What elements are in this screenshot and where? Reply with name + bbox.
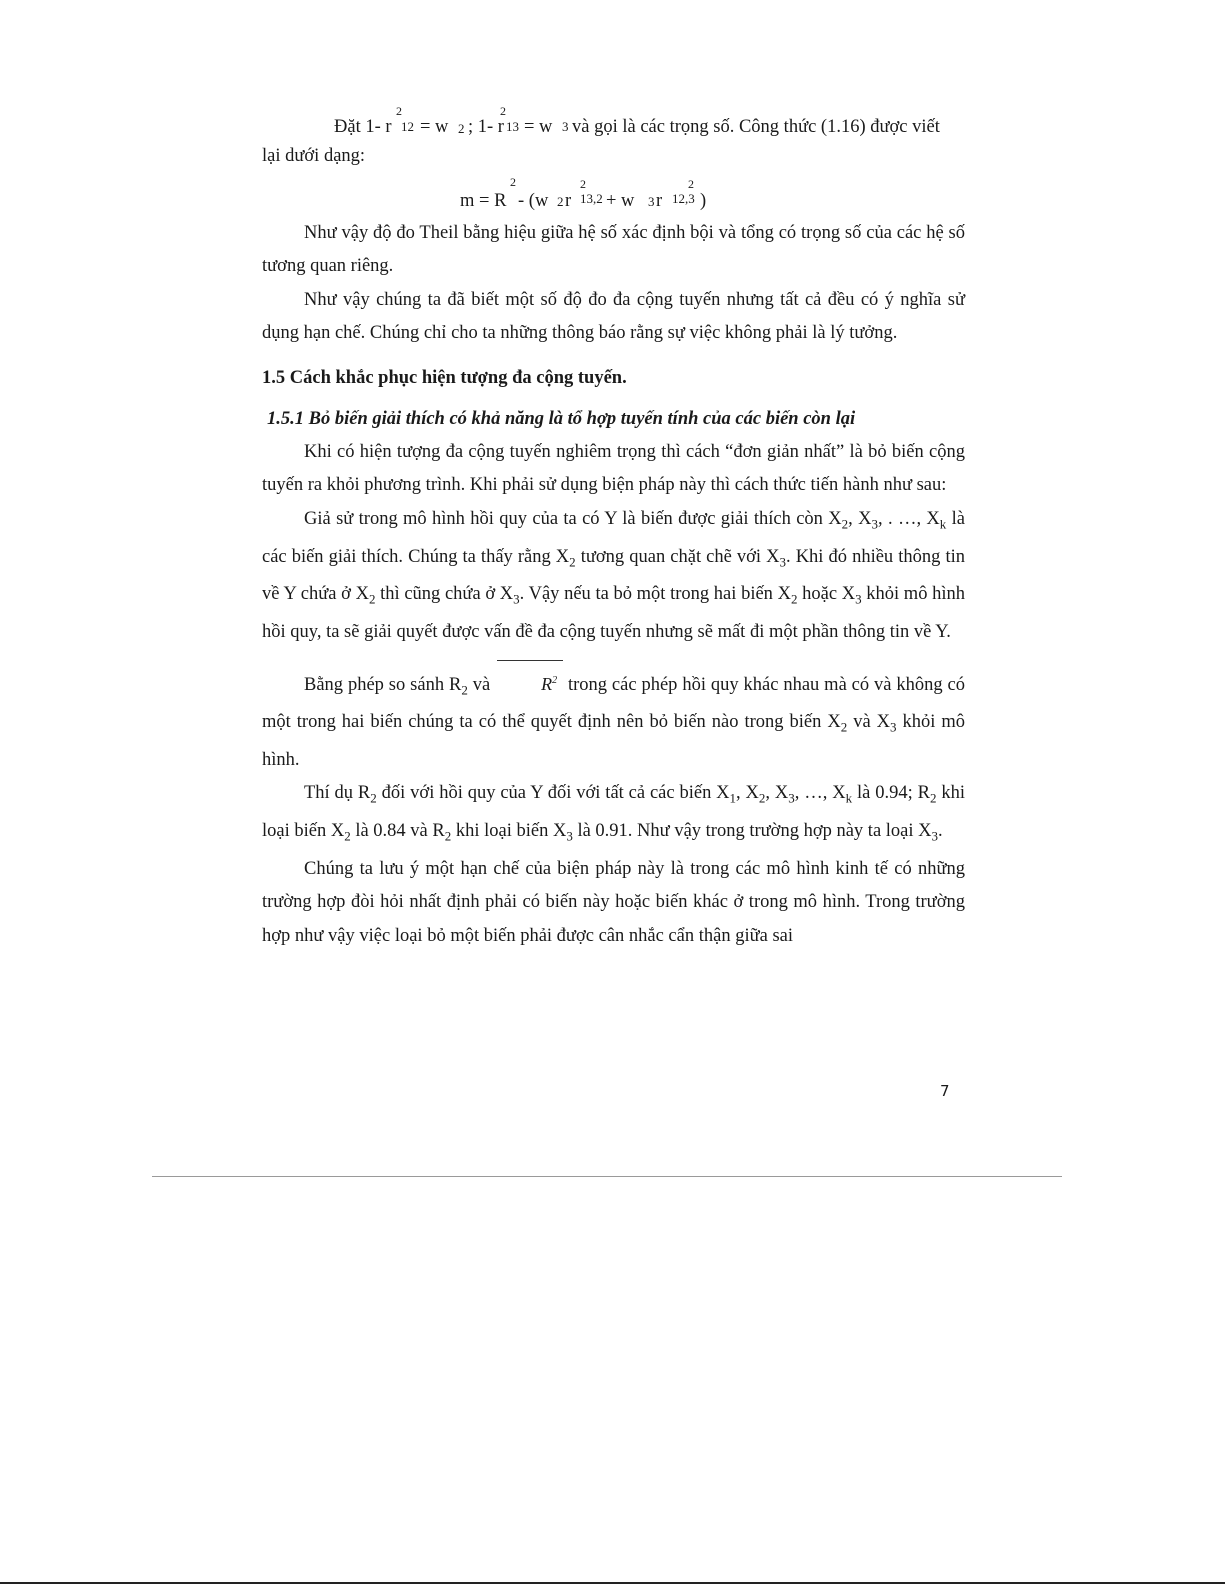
weights-text-a: Đặt 1- r <box>334 117 392 137</box>
subscript: 13 <box>506 119 519 134</box>
paragraph: lại dưới dạng: <box>262 146 366 166</box>
page-divider <box>152 1176 1062 1177</box>
subscript: 3 <box>648 194 655 210</box>
formula-lhs: m = R <box>460 191 507 212</box>
superscript: 2 <box>500 104 506 118</box>
formula-mid: - (w <box>518 191 549 212</box>
document-body <box>262 100 965 953</box>
paragraph: Khi có hiện tượng đa cộng tuyến nghiêm trọng thì cách “đơn giản nhất” là bỏ biến cộng tuyến ra khỏi phương trình. Khi phải sử dụng biện pháp này thì cách thức tiến hành như sau: <box>262 442 965 496</box>
paragraph: Như vậy độ đo Theil bằng hiệu giữa hệ số xác định bội và tổng có trọng số của các hệ số tương quan riêng. <box>262 223 965 277</box>
weights-text-g: = w <box>524 117 553 137</box>
superscript: 2 <box>396 104 402 118</box>
paragraph: Như vậy chúng ta đã biết một số độ đo đa cộng tuyến nhưng tất cả đều có ý nghĩa sử dụng hạn chế. Chúng chỉ cho ta những thông báo rằng sự việc không phải là lý tưởng. <box>262 289 965 343</box>
subscript: 12 <box>401 119 414 134</box>
section-heading: 1.5 Cách khắc phục hiện tượng đa cộng tuyến. <box>262 368 627 389</box>
formula-plus: + w <box>606 191 635 212</box>
formula-r2: r <box>656 191 663 212</box>
r-bar-squared: $R^2$ <box>499 664 557 701</box>
bottom-border <box>0 1582 1225 1584</box>
paragraph: Bằng phép so sánh $R_2$ và $R^2$ trong các phép hồi quy khác nhau mà có và không có một trong hai biến chúng ta có thể quyết định nên bỏ biến nào trong biến $X_2$ và $X_3$ khỏi mô hình. <box>262 664 965 778</box>
superscript: 2 <box>510 175 516 190</box>
theil-formula <box>262 173 965 217</box>
subsection-heading: 1.5.1 Bỏ biến giải thích có khả năng là tổ hợp tuyến tính của các biến còn lại <box>267 409 856 430</box>
subscript: 13,2 <box>580 191 603 207</box>
subscript: 2 <box>557 194 564 210</box>
subscript: 12,3 <box>672 191 695 207</box>
paragraph: Giả sử trong mô hình hồi quy của ta có Y là biến được giải thích còn $X_2$, $X_3$, . …, $X_k$ là các biến giải thích. Chúng ta thấy rằng $X_2$ tương quan chặt chẽ với $X_3$. Khi đó nhiều thông tin về Y chứa ở $X_2$ thì cũng chứa ở $X_3$. Vậy nếu ta bỏ một trong hai biến $X_2$ hoặc $X_3$ khỏi mô hình hồi quy, ta sẽ giải quyết được vấn đề đa cộng tuyến nhưng sẽ mất đi một phần thông tin về Y. <box>262 508 965 643</box>
weights-text-i: và gọi là các trọng số. Công thức (1.16) được viết <box>572 117 940 137</box>
subscript: 3 <box>562 119 569 134</box>
superscript: 2 <box>580 177 586 192</box>
subscript: 2 <box>458 121 465 136</box>
formula-r1: r <box>565 191 572 212</box>
weights-definition-line <box>262 100 965 140</box>
weights-text-e: ; 1- r <box>468 117 504 137</box>
paragraph: Chúng ta lưu ý một hạn chế của biện pháp này là trong các mô hình kinh tế có những trường hợp đòi hỏi nhất định phải có biến này hoặc biến khác ở trong mô hình. Trong trường hợp như vậy việc loại bỏ một biến phải được cân nhắc cẩn thận giữa sai <box>262 859 965 946</box>
page-number: 7 <box>940 1082 950 1100</box>
paragraph: Thí dụ $R_2$ đối với hồi quy của Y đối với tất cả các biến $X_1$, $X_2$, $X_3$, …, $X_k$ là 0.94; $R_2$ khi loại biến $X_2$ là 0.84 và $R_2$ khi loại biến $X_3$ là 0.91. Như vậy trong trường hợp này ta loại $X_3$. <box>262 783 965 845</box>
superscript: 2 <box>688 177 694 192</box>
formula-end: ) <box>700 191 707 212</box>
weights-text-c: = w <box>420 117 449 137</box>
